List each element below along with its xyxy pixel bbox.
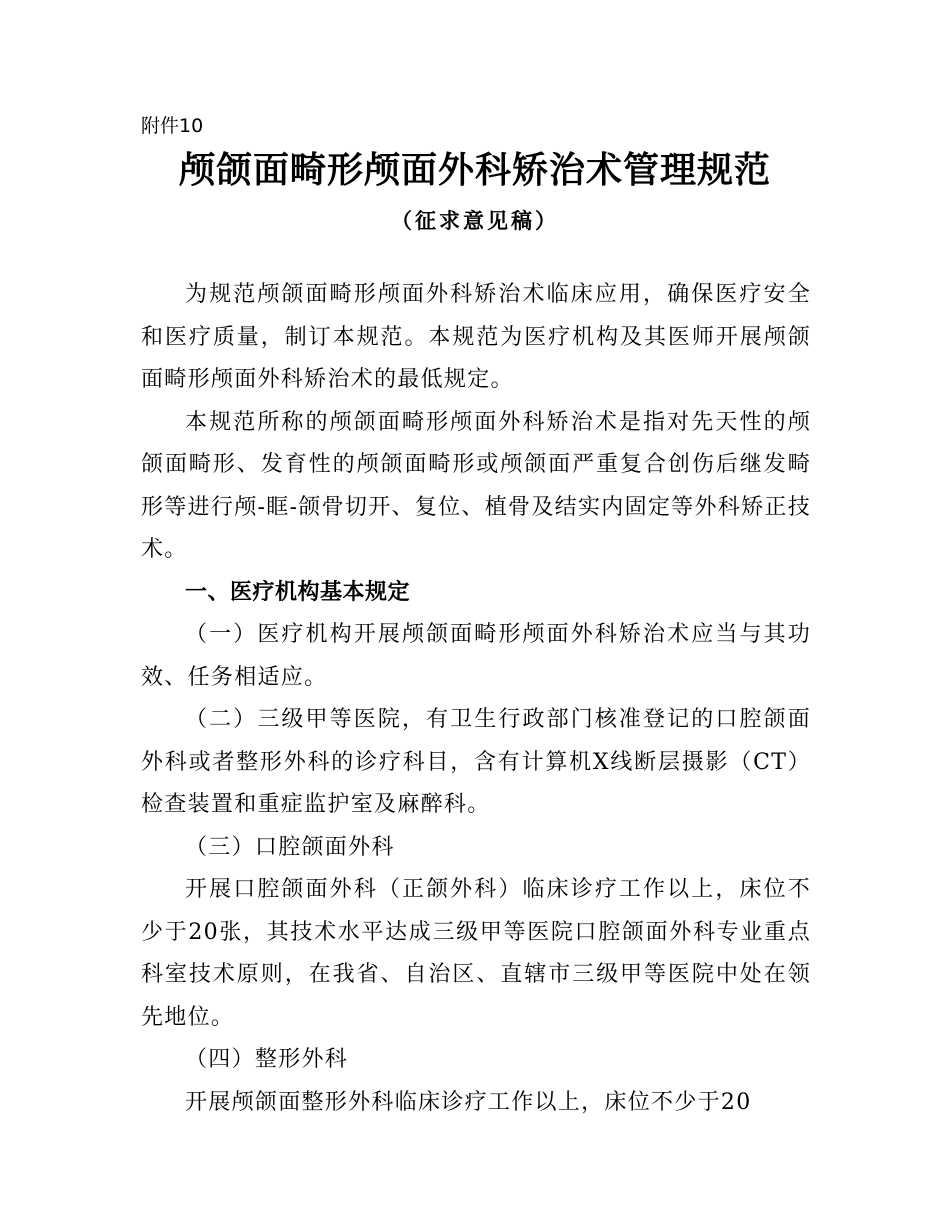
paragraph-intro: 为规范颅颌面畸形颅面外科矫治术临床应用，确保医疗安全和医疗质量，制订本规范。本规范为医疗机构及其医师开展颅颌面畸形颅面外科矫治术的最低规定。 [141, 282, 811, 392]
attachment-label: 附件10 [141, 115, 204, 137]
section-heading-1: 一、医疗机构基本规定 [185, 579, 411, 605]
document-subtitle: （征求意见稿） [391, 208, 559, 233]
clause-2: （二）三级甲等医院，有卫生行政部门核准登记的口腔颌面外科或者整形外科的诊疗科目，含有计算机X线断层摄影（CT）检查装置和重症监护室及麻醉科。 [141, 707, 811, 817]
clause-4-heading: （四）整形外科 [185, 1047, 349, 1072]
document-title: 颅颌面畸形颅面外科矫治术管理规范 [178, 150, 771, 191]
clause-1: （一）医疗机构开展颅颌面畸形颅面外科矫治术应当与其功效、任务相适应。 [141, 622, 811, 690]
clause-3-heading: （三）口腔颌面外科 [185, 834, 395, 860]
document-body [141, 274, 811, 1124]
paragraph-definition: 本规范所称的颅颌面畸形颅面外科矫治术是指对先天性的颅颌面畸形、发育性的颅颌面畸形或颅颌面严重复合创伤后继发畸形等进行颅-眶-颌骨切开、复位、植骨及结实内固定等外科矫正技术。 [141, 409, 811, 562]
clause-3-body: 开展口腔颌面外科（正颌外科）临床诊疗工作以上，床位不少于20张，其技术水平达成三级甲等医院口腔颌面外科专业重点科室技术原则，在我省、自治区、直辖市三级甲等医院中处在领先地位。 [141, 877, 811, 1030]
clause-4-body: 开展颅颌面整形外科临床诊疗工作以上，床位不少于20 [185, 1089, 752, 1115]
